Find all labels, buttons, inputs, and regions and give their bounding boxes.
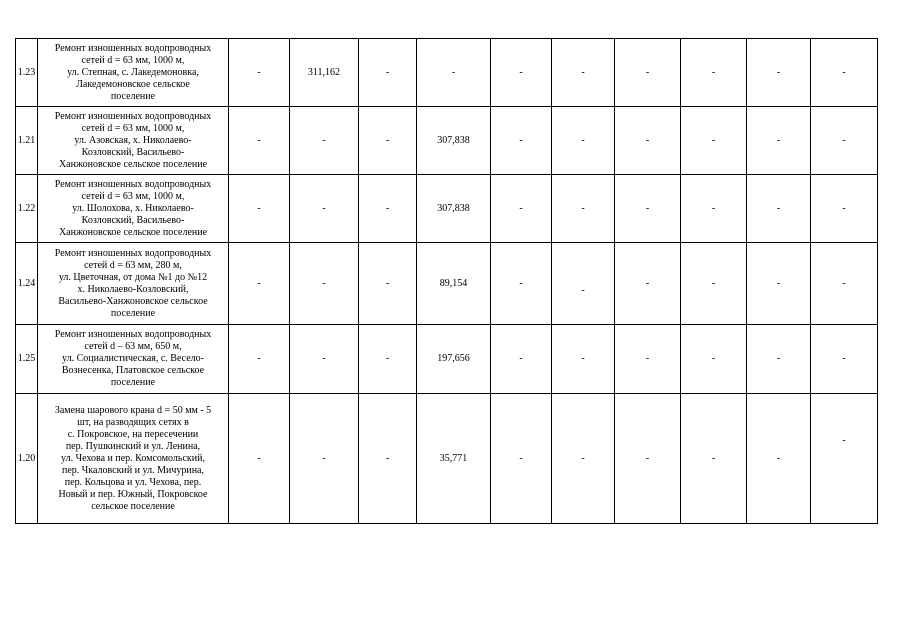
value-cell (229, 325, 290, 394)
value-cell (359, 394, 417, 524)
table-row (16, 394, 878, 524)
value-cell (359, 325, 417, 394)
description-line: Ремонт изношенных водопроводных (54, 329, 212, 340)
value-cell (359, 175, 417, 243)
cell-value: - (322, 452, 326, 464)
description-line: сетей d = 63 мм, 1000 м, (81, 54, 185, 66)
cell-value: - (842, 434, 846, 446)
description-line: Лакедемоновское сельское (76, 78, 190, 90)
value-cell (359, 243, 417, 325)
value-cell (229, 107, 290, 175)
description-line: Ремонт изношенных водопроводных (54, 247, 212, 259)
cell-value: - (581, 66, 585, 78)
cell-value: 35,771 (439, 452, 468, 464)
cell-value: - (776, 452, 781, 464)
cell-value: - (776, 66, 781, 78)
cell-value: - (322, 277, 326, 289)
cell-value: - (519, 66, 523, 78)
value-cell (491, 39, 552, 107)
document-table (15, 38, 878, 524)
value-cell (552, 243, 615, 325)
value-cell (229, 175, 290, 243)
cell-value: 307,838 (437, 202, 470, 214)
cell-value: 307,838 (437, 134, 470, 146)
description-line: х. Николаево-Козловский, (77, 283, 189, 295)
description-line: Козловский, Васильево- (81, 146, 185, 158)
description-line: Ханжоновское сельское поселение (58, 226, 208, 238)
value-cell (811, 243, 878, 325)
description-line: ул. Социалистическая, с. Весело- (62, 353, 204, 364)
cell-value: - (776, 134, 781, 146)
value-cell (811, 39, 878, 107)
cell-value: - (842, 66, 846, 78)
description-line: ул. Шолохова, х. Николаево- (72, 202, 194, 214)
cell-value: - (322, 202, 326, 214)
value-cell (229, 243, 290, 325)
description-line: с. Покровское, на пересечении (67, 428, 199, 440)
description-line: сетей d = 63 мм, 1000 м, (81, 122, 185, 134)
value-cell (747, 243, 811, 325)
description-line: Замена шарового крана d = 50 мм - 5 (54, 404, 212, 416)
value-cell (681, 107, 747, 175)
cell-value: - (519, 353, 523, 364)
value-cell (552, 39, 615, 107)
description-line: ул. Азовская, х. Николаево- (74, 134, 192, 146)
row-number: 1.25 (16, 325, 38, 394)
value-cell (615, 243, 681, 325)
value-cell (811, 107, 878, 175)
cell-value: - (711, 134, 716, 146)
description-line: шт, на разводящих сетях в (77, 416, 189, 428)
cell-value: - (776, 353, 781, 364)
cell-value: - (519, 277, 523, 289)
cell-value: - (257, 134, 261, 146)
cell-value: - (776, 277, 781, 289)
cell-value: - (842, 134, 846, 146)
description-line: Ремонт изношенных водопроводных (54, 178, 212, 190)
value-cell (681, 243, 747, 325)
value-cell (290, 39, 359, 107)
value-cell (359, 39, 417, 107)
cell-value: - (385, 202, 390, 214)
cell-value: - (776, 202, 781, 214)
description-line: Васильево-Ханжоновское сельское (58, 295, 208, 307)
description-line: пер. Пушкинский и ул. Ленина, (65, 440, 201, 452)
value-cell (491, 107, 552, 175)
value-cell (615, 107, 681, 175)
value-cell (229, 394, 290, 524)
cell-value: - (385, 66, 390, 78)
value-cell (681, 394, 747, 524)
cell-value: - (451, 66, 456, 78)
description-line: Ремонт изношенных водопроводных (54, 110, 212, 122)
description-line: Ханжоновское сельское поселение (58, 158, 208, 170)
description-line: поселение (110, 377, 156, 388)
description-line: пер. Чкаловский и ул. Мичурина, (62, 464, 204, 476)
table-row (16, 107, 878, 175)
description-line: сетей d = 63 мм, 280 м, (84, 259, 182, 271)
table-row (16, 39, 878, 107)
cell-value: - (711, 353, 716, 364)
description-line: ул. Степная, с. Лакедемоновка, (67, 66, 199, 78)
value-cell (747, 394, 811, 524)
cell-value: - (581, 202, 585, 214)
cell-value: - (322, 134, 326, 146)
cell-value: - (842, 277, 846, 289)
cell-value: - (322, 353, 326, 364)
value-cell (290, 175, 359, 243)
description-line: ул. Чехова и пер. Комсомольский, (61, 452, 205, 464)
row-number: 1.21 (16, 107, 38, 175)
cell-value: - (581, 134, 585, 146)
description-line: Вознесенка, Платовское сельское (61, 365, 205, 376)
value-cell (290, 394, 359, 524)
description-line: поселение (110, 90, 156, 102)
description-line: сетей d – 63 мм, 650 м, (84, 341, 182, 352)
value-cell (417, 325, 491, 394)
cell-value: - (257, 66, 261, 78)
value-cell (552, 175, 615, 243)
row-description (38, 394, 229, 524)
table-body (16, 39, 878, 524)
cell-value: - (581, 284, 585, 296)
table-row (16, 243, 878, 325)
value-cell (290, 107, 359, 175)
value-cell (417, 243, 491, 325)
cell-value: - (519, 134, 523, 146)
cell-value: - (385, 277, 390, 289)
cell-value: - (385, 353, 390, 364)
value-cell (359, 107, 417, 175)
description-line: пер. Кольцова и ул. Чехова, пер. (64, 476, 202, 488)
value-cell (552, 394, 615, 524)
cell-value: - (257, 277, 261, 289)
description-line: Козловский, Васильево- (81, 214, 185, 226)
value-cell (811, 394, 878, 524)
row-number: 1.24 (16, 243, 38, 325)
cell-value: - (711, 277, 716, 289)
cell-value: 197,656 (437, 353, 470, 364)
cell-value: - (519, 202, 523, 214)
value-cell (417, 175, 491, 243)
cell-value: - (645, 353, 650, 364)
row-number: 1.22 (16, 175, 38, 243)
cell-value: - (581, 353, 585, 364)
cell-value: - (711, 452, 716, 464)
row-description (38, 325, 229, 394)
description-line: поселение (110, 307, 156, 319)
table-row (16, 175, 878, 243)
value-cell (747, 175, 811, 243)
cell-value: 311,162 (307, 66, 341, 78)
description-line: сельское поселение (91, 500, 175, 512)
value-cell (811, 325, 878, 394)
cell-value: - (257, 452, 261, 464)
value-cell (417, 107, 491, 175)
row-description (38, 39, 229, 107)
cell-value: - (257, 202, 261, 214)
value-cell (417, 394, 491, 524)
description-line: Ремонт изношенных водопроводных (54, 42, 212, 54)
value-cell (681, 175, 747, 243)
row-description (38, 107, 229, 175)
value-cell (811, 175, 878, 243)
row-description (38, 175, 229, 243)
value-cell (491, 394, 552, 524)
value-cell (229, 39, 290, 107)
row-number: 1.23 (16, 39, 38, 107)
cell-value: - (645, 134, 650, 146)
description-line: сетей d = 63 мм, 1000 м, (81, 190, 185, 202)
description-line: Новый и пер. Южный, Покровское (58, 488, 208, 500)
value-cell (681, 39, 747, 107)
cell-value: - (645, 452, 650, 464)
description-line: ул. Цветочная, от дома №1 до №12 (58, 271, 208, 283)
value-cell (491, 325, 552, 394)
row-number: 1.20 (16, 394, 38, 524)
cell-value: - (645, 277, 650, 289)
value-cell (491, 175, 552, 243)
value-cell (552, 107, 615, 175)
value-cell (417, 39, 491, 107)
cell-value: - (645, 66, 650, 78)
value-cell (290, 243, 359, 325)
value-cell (615, 394, 681, 524)
value-cell (615, 325, 681, 394)
cell-value: - (257, 353, 261, 364)
value-cell (681, 325, 747, 394)
cell-value: - (385, 134, 390, 146)
cell-value: - (385, 452, 390, 464)
value-cell (491, 243, 552, 325)
value-cell (747, 325, 811, 394)
value-cell (747, 39, 811, 107)
cell-value: - (842, 202, 846, 214)
value-cell (747, 107, 811, 175)
value-cell (615, 175, 681, 243)
value-cell (615, 39, 681, 107)
cell-value: 89,154 (439, 277, 468, 289)
table-row (16, 325, 878, 394)
cell-value: - (711, 66, 716, 78)
row-description (38, 243, 229, 325)
cell-value: - (581, 452, 585, 464)
cell-value: - (519, 452, 523, 464)
value-cell (290, 325, 359, 394)
cell-value: - (711, 202, 716, 214)
cell-value: - (842, 353, 846, 364)
value-cell (552, 325, 615, 394)
cell-value: - (645, 202, 650, 214)
